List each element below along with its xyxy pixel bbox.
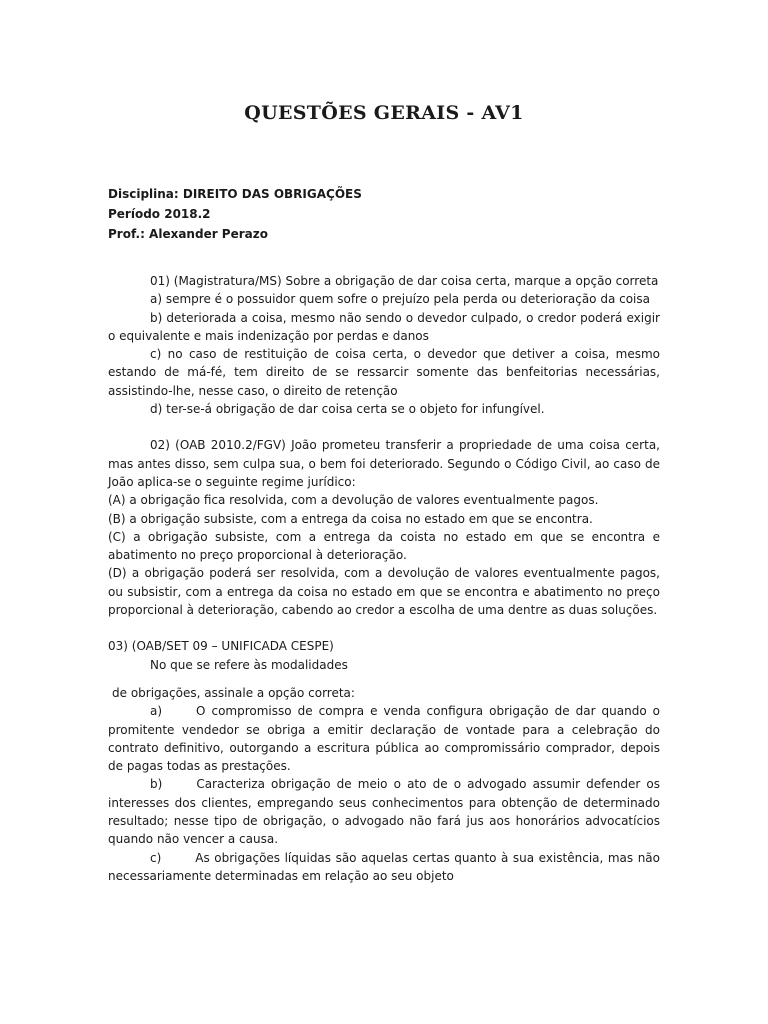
question-2 (108, 436, 660, 619)
question-3-line-1: No que se refere às modalidades (150, 657, 348, 672)
question-3-line-2: de obrigações, assinale a opção correta: (112, 685, 355, 700)
discipline-line: Disciplina: DIREITO DAS OBRIGAÇÕES (108, 187, 362, 201)
question-2-option-b: (B) a obrigação subsiste, com a entrega da coisa no estado em que se encontra. (108, 511, 593, 526)
question-3 (108, 637, 660, 885)
period-line: Período 2018.2 (108, 207, 211, 221)
option-c-key: c) (150, 850, 162, 865)
option-a-key: a) (150, 704, 163, 719)
option-c-text: As obrigações líquidas são aquelas certas quanto à sua existência, mas não necessariamente determinadas em relação ao seu objeto (108, 850, 660, 883)
question-2-option-a: (A) a obrigação fica resolvida, com a devolução de valores eventualmente pagos. (108, 493, 599, 508)
question-1 (108, 272, 660, 418)
option-a-text: O compromisso de compra e venda configura obrigação de dar quando o promitente vendedor se obriga a emitir declaração de vontade para a celebração do contrato definitivo, outorgando a escritura pública ao compromissário comprador, depois de pagas todas as prestações. (108, 704, 660, 774)
question-2-option-d: (D) a obrigação poderá ser resolvida, com a devolução de valores eventualmente pagos, ou subsistir, com a entrega da coisa no estado em que se encontra e abatimento no preço proporcional à deterioração, cabendo ao credor a escolha de uma dentre as duas soluções. (108, 566, 660, 618)
course-info (108, 184, 362, 244)
option-b-key: b) (150, 777, 163, 792)
question-1-option-a: a) sempre é o possuidor quem sofre o prejuízo pela perda ou deterioração da coisa (150, 292, 650, 307)
question-1-option-d: d) ter-se-á obrigação de dar coisa certa se o objeto for infungível. (150, 402, 545, 417)
question-3-option-c (108, 849, 660, 886)
professor-line: Prof.: Alexander Perazo (108, 227, 268, 241)
question-3-header: 03) (OAB/SET 09 – UNIFICADA CESPE) (108, 639, 334, 654)
question-2-option-c: (C) a obrigação subsiste, com a entrega da coista no estado em que se encontra e abatimento no preço proporcional à deterioração. (108, 529, 660, 563)
question-3-option-b (108, 775, 660, 848)
question-1-stem: 01) (Magistratura/MS) Sobre a obrigação de dar coisa certa, marque a opção correta (150, 274, 659, 288)
document-title: QUESTÕES GERAIS - AV1 (244, 102, 524, 124)
question-2-stem: 02) (OAB 2010.2/FGV) João prometeu transferir a propriedade de uma coisa certa, mas antes disso, sem culpa sua, o bem foi deteriorado. Segundo o Código Civil, ao caso de João aplica-se o seguinte regime jurídico: (108, 438, 660, 489)
option-b-text: Caracteriza obrigação de meio o ato de o advogado assumir defender os interesses dos clientes, empregando seus conhecimentos para obtenção de determinado resultado; nesse tipo de obrigação, o advogado não fará jus aos honorários advocatícios quando não vencer a causa. (108, 777, 660, 847)
question-3-option-a (108, 702, 660, 775)
questions-body (108, 272, 660, 885)
question-1-option-c: c) no caso de restituição de coisa certa, o devedor que detiver a coisa, mesmo estando de má-fé, tem direito de se ressarcir somente das benfeitorias necessárias, assistindo-lhe, nesse caso, o direito de retenção (108, 347, 660, 398)
question-1-option-b: b) deteriorada a coisa, mesmo não sendo o devedor culpado, o credor poderá exigir o equivalente e mais indenização por perdas e danos (108, 310, 660, 343)
